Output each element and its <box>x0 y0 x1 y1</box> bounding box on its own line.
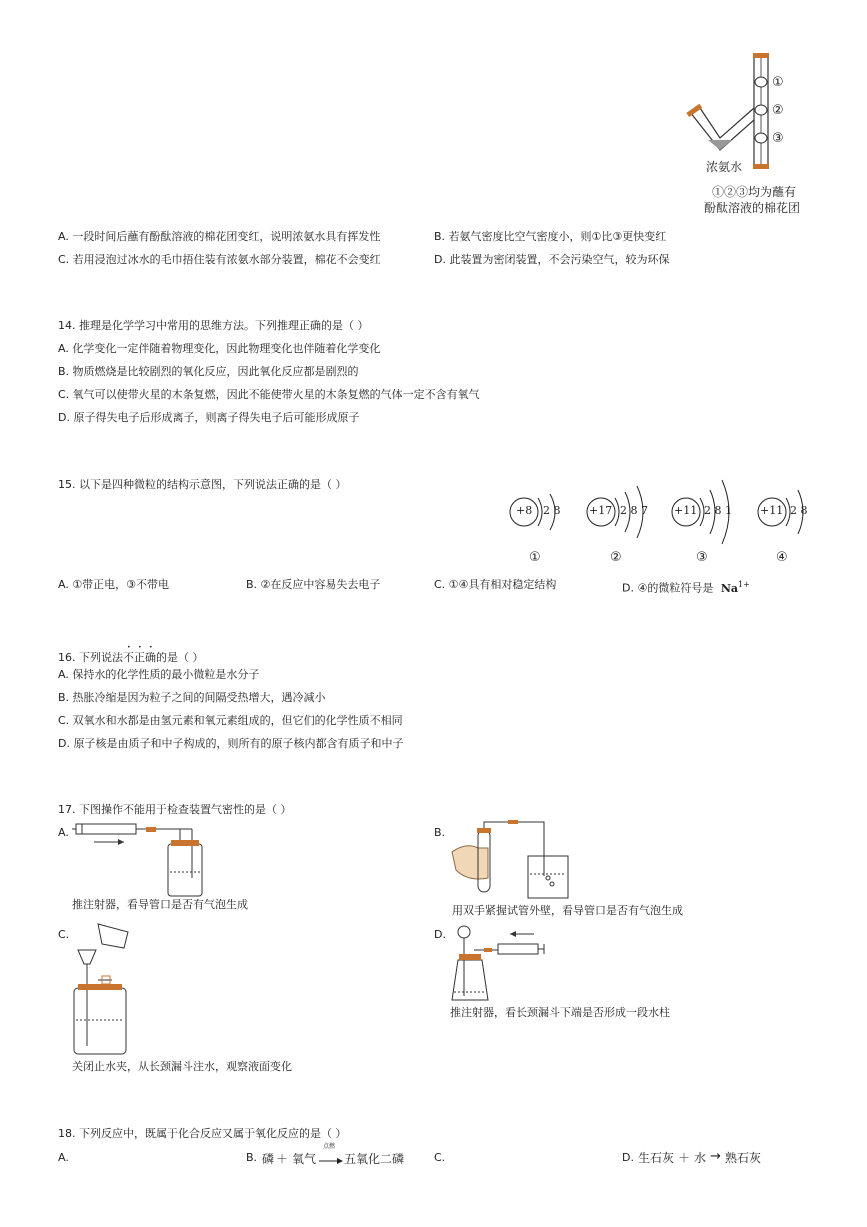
q18-b-plus: ＋ <box>276 1152 289 1166</box>
q18-d-product: 熟石灰 <box>725 1151 762 1165</box>
q18-b-condition: 点燃 <box>323 1143 336 1150</box>
q17-stem: 17. 下图操作不能用于检查装置气密性的是（ ） <box>58 803 292 816</box>
q16-option-c: C. 双氧水和水都是由氢元素和氧元素组成的，但它们的化学性质不相同 <box>58 714 403 727</box>
q18-d-letter: D. <box>622 1151 634 1164</box>
particle-1-label: ① <box>529 550 541 565</box>
q17-a-caption: 推注射器，看导管口是否有气泡生成 <box>72 898 248 911</box>
q17-d-letter: D. <box>434 928 446 941</box>
q18-b-reactant2: 氧气 <box>292 1152 317 1166</box>
q16-option-a: A. 保持水的化学性质的最小微粒是水分子 <box>58 668 260 681</box>
particle-4-label: ④ <box>776 550 788 565</box>
q17-c-letter: C. <box>58 928 70 941</box>
q18-b-product: 五氧化二磷 <box>344 1152 405 1166</box>
particle-1-shells: 2 8 <box>543 504 561 517</box>
na-symbol: Na <box>720 581 739 595</box>
q14-option-b: B. 物质燃烧是比较剧烈的氧化反应，因此氧化反应都是剧烈的 <box>58 365 359 378</box>
marker-2: ② <box>772 103 784 118</box>
q16-stem: 16. 下列说法不正确的是（ ） <box>58 651 204 664</box>
particle-3-nucleus: +11 <box>674 504 698 517</box>
figure-caption-2: 酚酞溶液的棉花团 <box>704 201 801 215</box>
q18-d-arrow: → <box>710 1149 721 1164</box>
syringe-bottle-diagram <box>72 818 212 896</box>
q14-stem: 14. 推理是化学学习中常用的思维方法。下列推理正确的是（ ） <box>58 319 369 332</box>
q17-d-caption: 推注射器，看长颈漏斗下端是否形成一段水柱 <box>450 1006 670 1019</box>
funnel-bottle-diagram <box>72 920 142 1058</box>
hand-tube-beaker-diagram <box>452 818 576 900</box>
particle-3-shells: 2 8 1 <box>704 504 732 517</box>
flask-syringe-diagram <box>448 920 548 1004</box>
particle-4-shells: 2 8 <box>790 504 808 517</box>
q17-a-letter: A. <box>58 826 69 839</box>
q18-d-reactant1: 生石灰 <box>638 1151 675 1165</box>
q18-c: C. <box>434 1151 446 1164</box>
q15-option-a: A. ①带正电，③不带电 <box>58 578 170 591</box>
q15-option-c: C. ①④具有相对稳定结构 <box>434 578 557 591</box>
q15-option-d: D. ④的微粒符号是 $Na^{1+}$ <box>622 580 750 595</box>
ammonia-label: 浓氨水 <box>706 160 743 174</box>
q17-c-caption: 关闭止水夹，从长颈漏斗注水，观察液面变化 <box>72 1060 292 1073</box>
q17-b-letter: B. <box>434 826 446 839</box>
q16-option-d: D. 原子核是由质子和中子构成的，则所有的原子核内都含有质子和中子 <box>58 737 404 750</box>
q17-b-caption: 用双手紧握试管外壁，看导管口是否有气泡生成 <box>452 904 683 917</box>
q18-d-reactant2: 水 <box>694 1151 707 1165</box>
q18-b-letter: B. <box>246 1151 258 1164</box>
q13-option-d: D. 此装置为密闭装置，不会污染空气，较为环保 <box>434 253 670 266</box>
q16-option-b: B. 热胀冷缩是因为粒子之间的间隔受热增大，遇冷减小 <box>58 691 326 704</box>
q13-option-c: C. 若用浸泡过冰水的毛巾捂住装有浓氨水部分装置，棉花不会变红 <box>58 253 381 266</box>
na-charge: 1+ <box>738 580 750 589</box>
particle-4-nucleus: +11 <box>760 504 784 517</box>
q18-a: A. <box>58 1151 69 1164</box>
particle-2-label: ② <box>610 550 622 565</box>
q14-option-a: A. 化学变化一定伴随着物理变化，因此物理变化也伴随着化学变化 <box>58 342 381 355</box>
reaction-arrow-icon <box>319 1157 343 1165</box>
particle-3-label: ③ <box>696 550 708 565</box>
figure-caption-1: ①②③均为蘸有 <box>712 185 797 199</box>
particle-2-nucleus: +17 <box>589 504 613 517</box>
marker-3: ③ <box>772 131 784 146</box>
q18-stem: 18. 下列反应中，既属于化合反应又属于氧化反应的是（ ） <box>58 1127 347 1140</box>
marker-1: ① <box>772 75 784 90</box>
q18-b-reactant1: 磷 <box>262 1152 275 1166</box>
q16-emphasis: 不正确 <box>123 651 156 664</box>
q14-option-d: D. 原子得失电子后形成离子，则离子得失电子后可能形成原子 <box>58 411 360 424</box>
q14-option-c: C. 氧气可以使带火星的木条复燃，因此不能使带火星的木条复燃的气体一定不含有氧气 <box>58 388 480 401</box>
particle-1-nucleus: +8 <box>516 504 533 517</box>
q13-option-b: B. 若氨气密度比空气密度小，则①比③更快变红 <box>434 230 667 243</box>
q15-option-b: B. ②在反应中容易失去电子 <box>246 578 381 591</box>
particle-2-shells: 2 8 7 <box>620 504 648 517</box>
q13-option-a: A. 一段时间后蘸有酚酞溶液的棉花团变红，说明浓氨水具有挥发性 <box>58 230 381 243</box>
q15-stem: 15. 以下是四种微粒的结构示意图，下列说法正确的是（ ） <box>58 478 347 491</box>
q18-d-plus: ＋ <box>678 1151 691 1165</box>
